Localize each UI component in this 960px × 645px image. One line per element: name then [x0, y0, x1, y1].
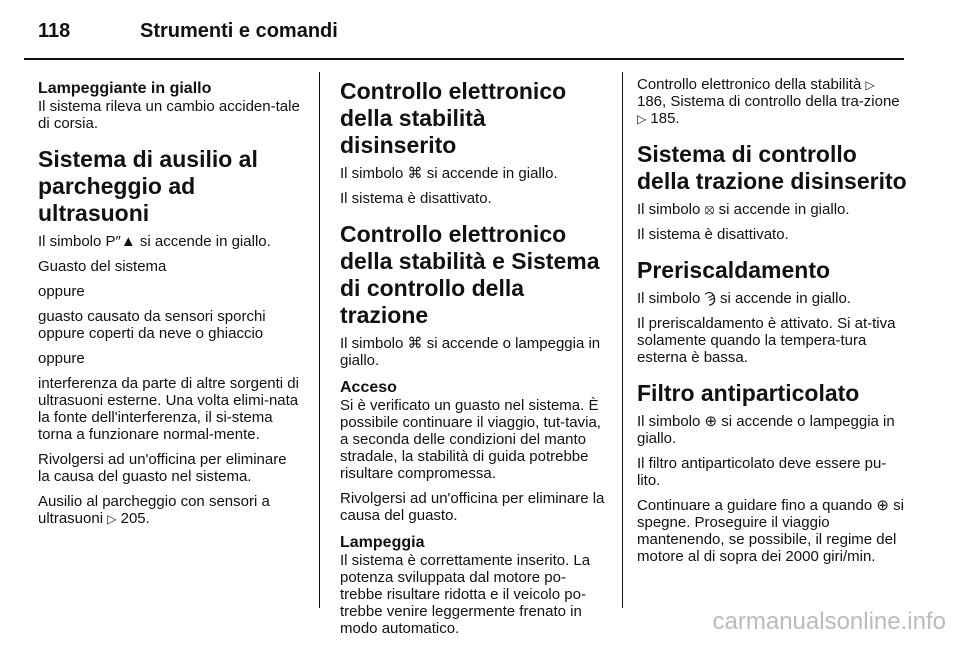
- page-reference-arrow-icon: ▷: [107, 512, 117, 526]
- section-heading-esc-tc: Controllo elettronico della stabilità e Sistema di controllo della trazione: [340, 221, 600, 328]
- esc-off-icon: ⌘: [407, 165, 423, 182]
- text-span: si accende o lampeggia in giallo.: [340, 335, 601, 369]
- text-span: si accende in giallo.: [715, 290, 851, 307]
- page-reference-arrow-icon: ▷: [637, 112, 647, 126]
- text-span: si accende o lampeggia in giallo.: [637, 413, 895, 447]
- header-divider: [24, 58, 904, 60]
- paragraph: [637, 413, 907, 447]
- paragraph: [637, 497, 907, 565]
- column-divider-2: [622, 72, 623, 608]
- paragraph: Il sistema rileva un cambio acciden-tale di corsia.: [38, 98, 300, 132]
- subheading-lampeggiante: Lampeggiante in giallo: [38, 80, 212, 97]
- esc-icon: ⌘: [407, 335, 423, 352]
- page-title: Strumenti e comandi: [140, 20, 338, 42]
- text-span: Continuare a guidare fino a quando: [637, 497, 877, 514]
- text-span: Controllo elettronico della stabilità: [637, 76, 866, 93]
- text-span: 186, Sistema di controllo della tra-zione: [637, 93, 900, 110]
- text-span: Ausilio al parcheggio con sensori a ultrasuoni: [38, 493, 270, 527]
- text-span: si spegne. Proseguire il viaggio mantenendo, se possibile, il regime del motore al di sopra dei 2000 giri/min.: [637, 497, 904, 565]
- subheading-lampeggia: Lampeggia: [340, 534, 425, 551]
- paragraph: [38, 233, 302, 250]
- paragraph: [637, 76, 907, 127]
- section-heading-parcheggio: Sistema di ausilio al parcheggio ad ultrasuoni: [38, 146, 258, 226]
- paragraph: Si è verificato un guasto nel sistema. È possibile continuare il viaggio, tut-tavia, a seconda delle condizioni del manto stradale, la stabilità di guida potrebbe risultare compromessa.: [340, 397, 601, 482]
- paragraph: Il preriscaldamento è attivato. Si at-tiva solamente quando la tempera-tura esterna è bassa.: [637, 315, 896, 366]
- paragraph: interferenza da parte di altre sorgenti di ultrasuoni esterne. Una volta elimi-nata la fonte dell'interferenza, il si-stema torna a funzionare normal-mente.: [38, 375, 299, 443]
- watermark: carmanualsonline.info: [712, 608, 946, 635]
- particulate-filter-icon: ⊕: [704, 413, 718, 430]
- text-span: Il simbolo: [637, 413, 705, 430]
- text-span: Il simbolo: [340, 335, 408, 352]
- particulate-filter-icon: ⊕: [876, 497, 889, 514]
- page-number: 118: [38, 20, 71, 42]
- text-span: si accende in giallo.: [422, 165, 558, 182]
- paragraph: [38, 493, 302, 527]
- paragraph: Il sistema è disattivato.: [340, 190, 492, 207]
- paragraph: [340, 335, 606, 369]
- subheading-acceso: Acceso: [340, 379, 397, 396]
- paragraph: guasto causato da sensori sporchi oppure coperti da neve o ghiaccio: [38, 308, 266, 342]
- traction-control-off-icon: ⦻: [704, 201, 715, 218]
- column-2: [340, 72, 606, 645]
- page-reference-arrow-icon: ▷: [865, 78, 875, 92]
- page-header: [24, 12, 916, 52]
- text-span: si accende in giallo.: [135, 233, 271, 250]
- text-span: si accende in giallo.: [714, 201, 850, 218]
- paragraph: [637, 201, 907, 218]
- text-span: Il simbolo: [637, 201, 705, 218]
- paragraph: Rivolgersi ad un'officina per eliminare la causa del guasto nel sistema.: [38, 451, 287, 485]
- paragraph: Il sistema è disattivato.: [637, 226, 789, 243]
- text-span: 185.: [646, 110, 680, 127]
- paragraph: oppure: [38, 350, 85, 367]
- paragraph: [340, 165, 606, 182]
- section-heading-filtro: Filtro antiparticolato: [637, 380, 860, 406]
- section-heading-tc-off: Sistema di controllo della trazione disinserito: [637, 141, 907, 194]
- column-divider-1: [319, 72, 320, 608]
- section-heading-esc-off: Controllo elettronico della stabilità disinserito: [340, 78, 567, 158]
- text-span: 205.: [116, 510, 150, 527]
- text-span: Il simbolo: [340, 165, 408, 182]
- parking-assist-icon: P″▲: [105, 233, 136, 250]
- column-3: [637, 72, 907, 573]
- paragraph: Rivolgersi ad un'officina per eliminare la causa del guasto.: [340, 490, 605, 524]
- text-span: Il simbolo: [637, 290, 705, 307]
- section-heading-preriscaldamento: Preriscaldamento: [637, 257, 831, 283]
- paragraph: Il filtro antiparticolato deve essere pu-lito.: [637, 455, 887, 489]
- text-span: Il simbolo: [38, 233, 106, 250]
- paragraph: Il sistema è correttamente inserito. La potenza sviluppata dal motore po-trebbe risultare ridotta e il veicolo po-trebbe venire leggermente frenato in modo automatico.: [340, 552, 591, 637]
- paragraph: Guasto del sistema: [38, 258, 167, 275]
- paragraph: oppure: [38, 283, 85, 300]
- column-1: [38, 72, 302, 535]
- glow-plug-icon: Ϡ: [704, 290, 716, 307]
- paragraph: [637, 290, 907, 307]
